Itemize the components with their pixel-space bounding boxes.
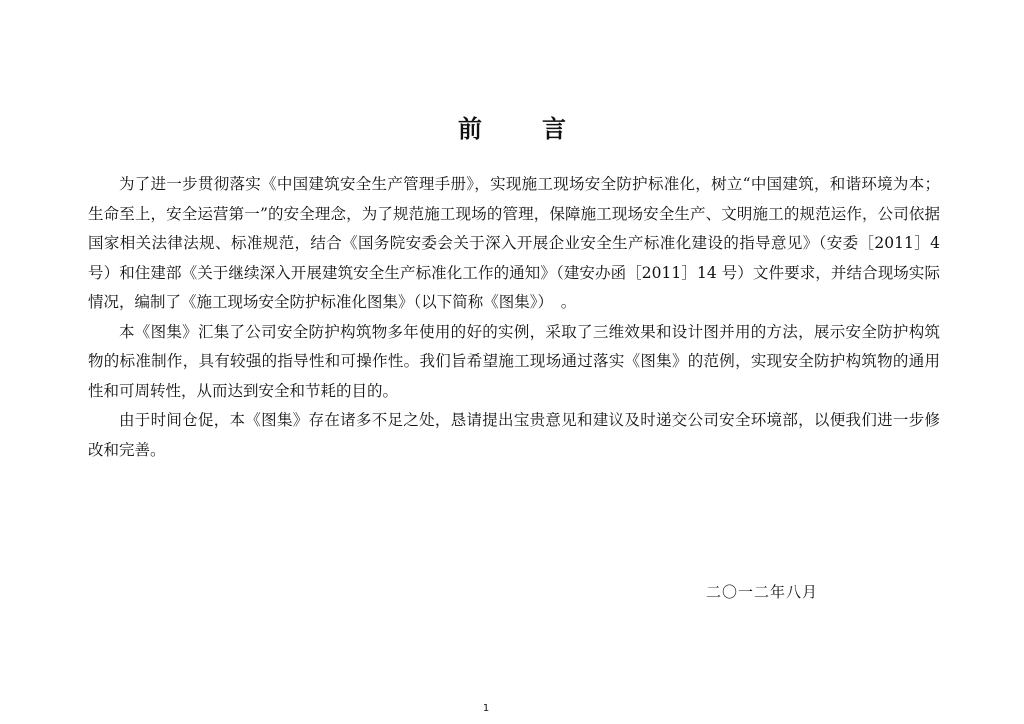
page-number: 1 xyxy=(482,703,490,714)
preface-body xyxy=(88,170,940,465)
page-title: 前 言 xyxy=(458,115,584,143)
signature-date: 二〇一二年八月 xyxy=(706,583,819,601)
paragraph-3: 由于时间仓促，本《图集》存在诸多不足之处，恳请提出宝贵意见和建议及时递交公司安全环境部，以便我们进一步修改和完善。 xyxy=(88,411,940,459)
paragraph-1: 为了进一步贯彻落实《中国建筑安全生产管理手册》，实现施工现场安全防护标准化，树立“中国建筑，和谐环境为本；生命至上，安全运营第一”的安全理念，为了规范施工现场的管理，保障施工现场安全生产、文明施工的规范运作，公司依据国家相关法律法规、标准规范，结合《国务院安委会关于深入开展企业安全生产标准化建设的指导意见》（安委［2011］4 号）和住建部《关于继续深入开展建筑安全生产标准化工作的通知》（建安办函［2011］14 号）文件要求，并结合现场实际情况，编制了《施工现场安全防护标准化图集》（以下简称《图集》） 。 xyxy=(88,175,940,311)
paragraph-2: 本《图集》汇集了公司安全防护构筑物多年使用的好的实例，采取了三维效果和设计图并用的方法，展示安全防护构筑物的标准制作，具有较强的指导性和可操作性。我们旨希望施工现场通过落实《图集》的范例，实现安全防护构筑物的通用性和可周转性，从而达到安全和节耗的目的。 xyxy=(88,322,940,400)
